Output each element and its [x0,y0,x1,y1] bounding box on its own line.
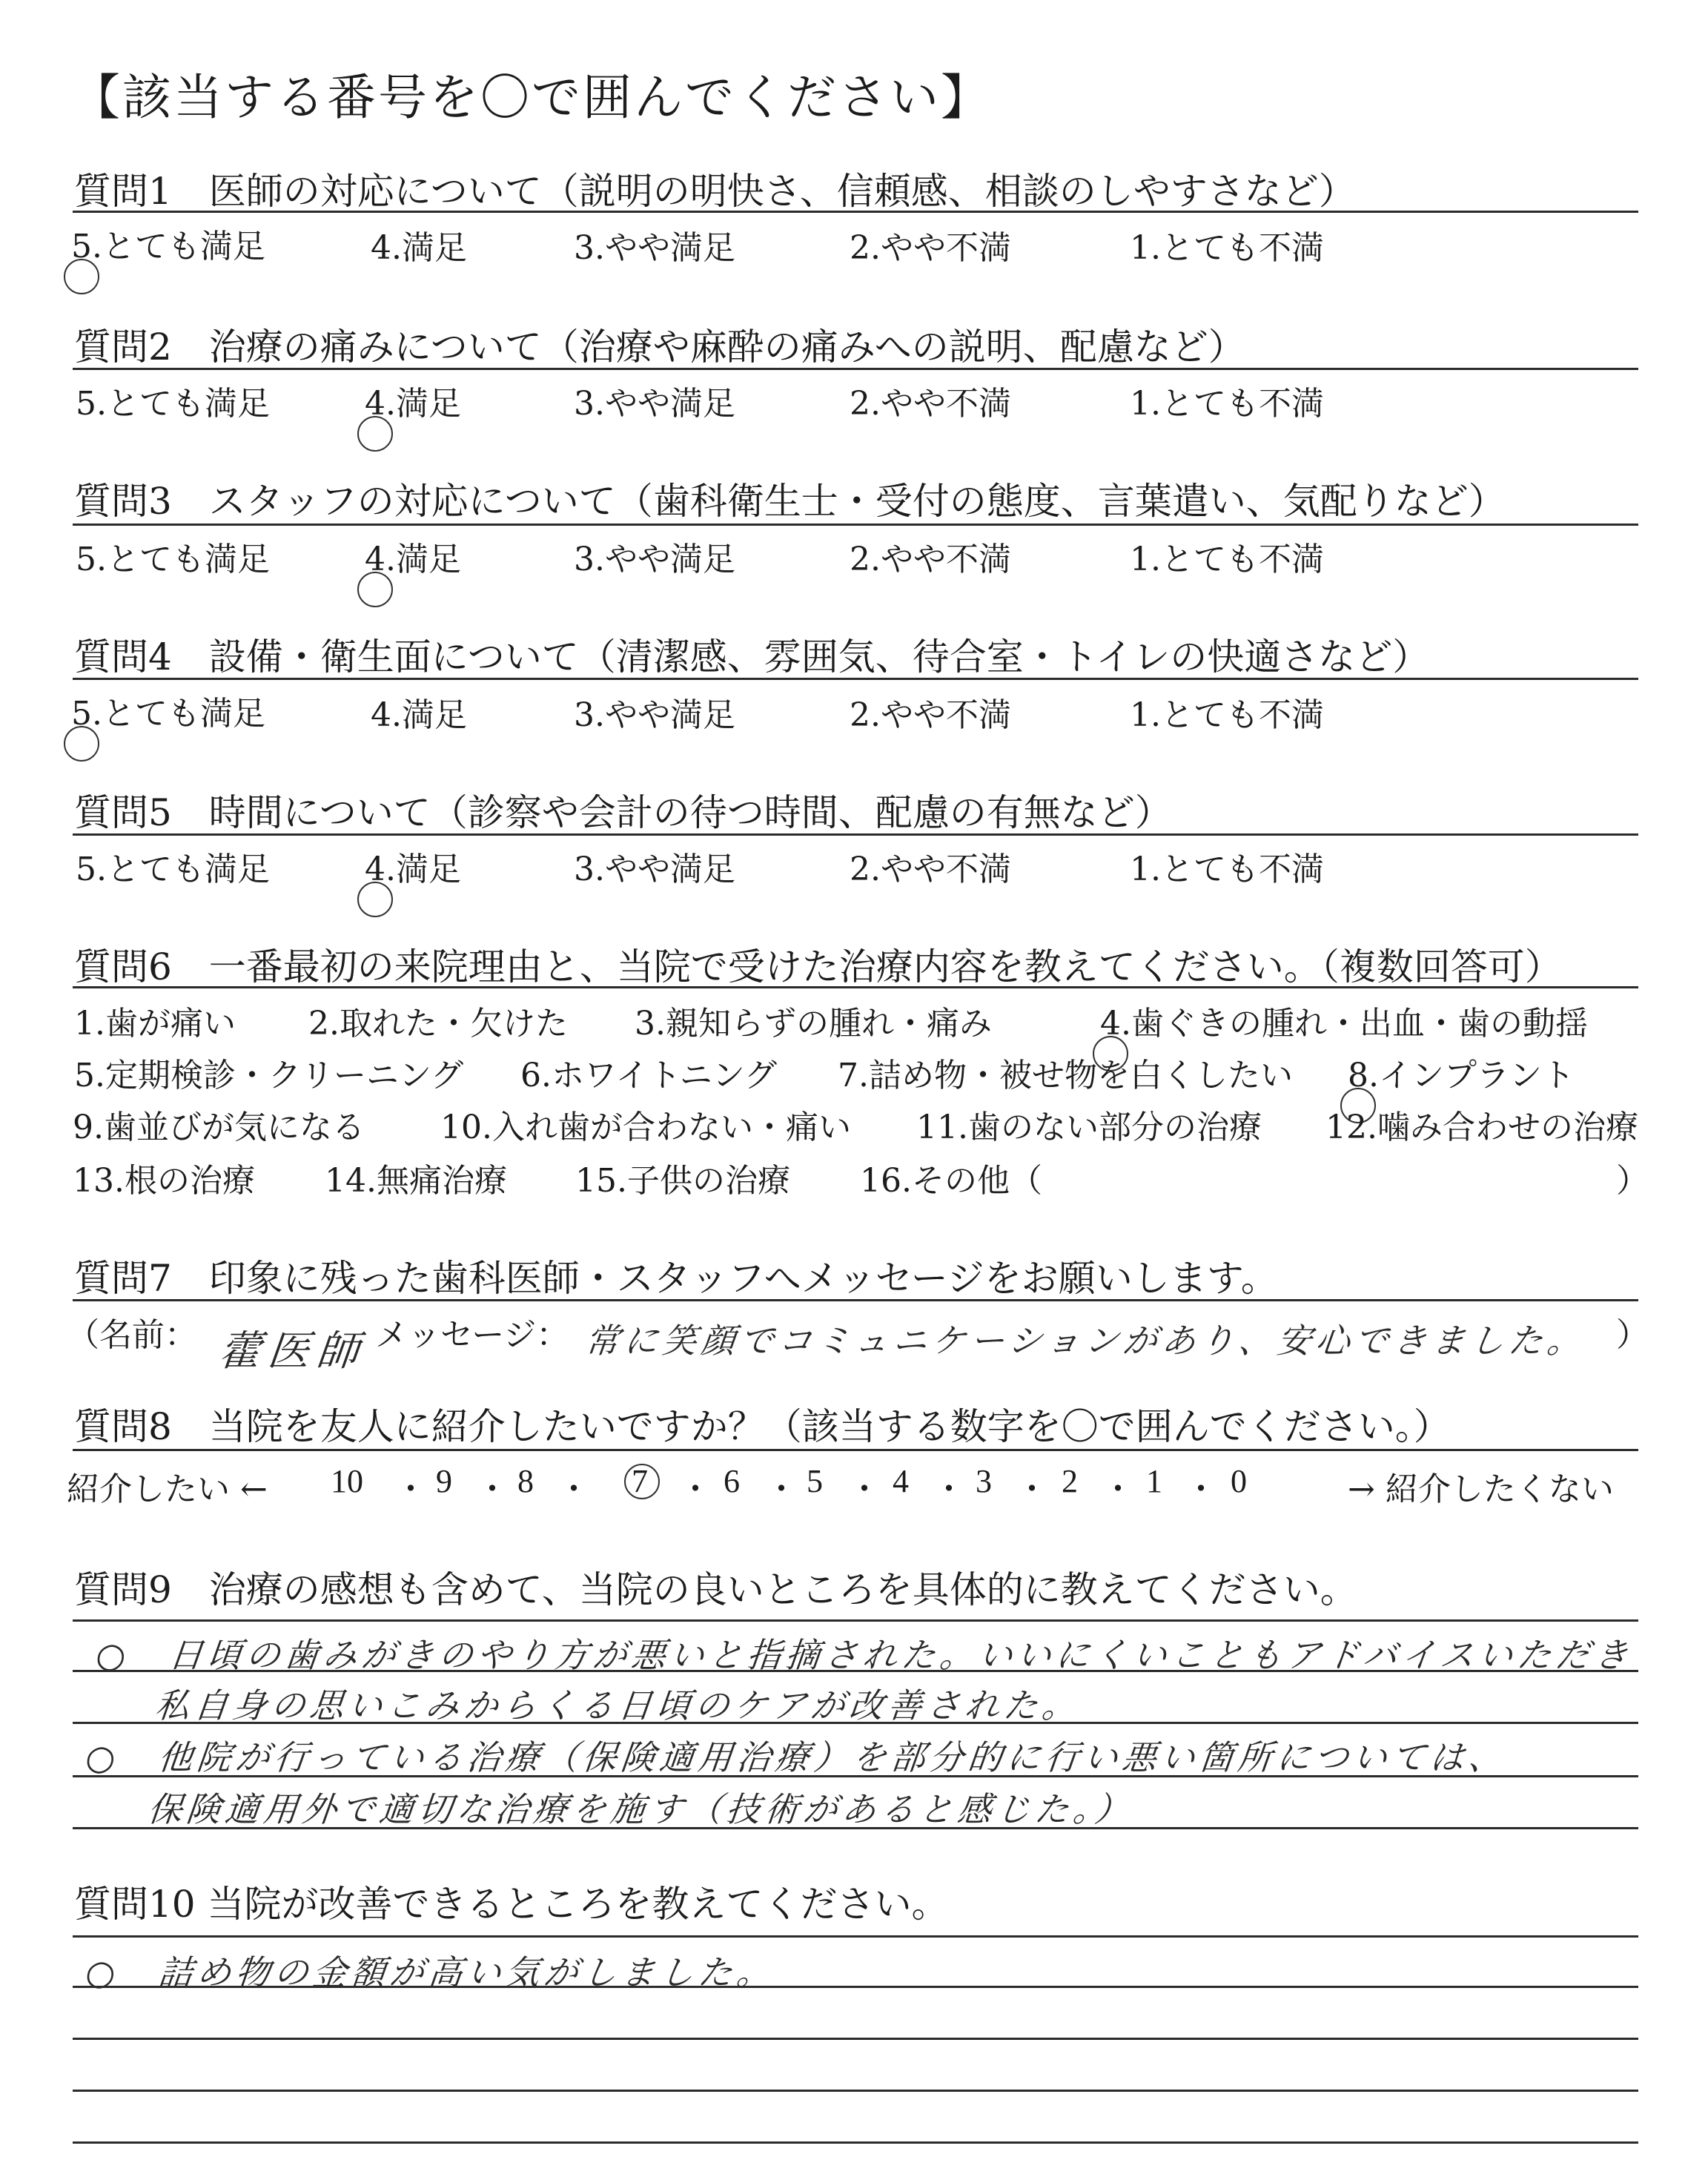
q8-scale: 10 ・ 9 ・ 8 ・ 7 ・ 6 ・ 5 ・ 4 ・ 3 ・ 2 ・ 1 ・ 0 [331,1462,1331,1507]
q7-message-handwritten[interactable]: 常に笑顔でコミュニケーションがあり、安心できました。 [583,1321,1588,1361]
q4-option-4[interactable]: 4.満足 [371,696,467,734]
q6-option-16[interactable]: 16.その他（ [860,1162,1042,1200]
question-5-rule [73,833,1638,836]
q2-option-3[interactable]: 3.やや満足 [574,385,735,423]
question-6-rule [73,986,1638,988]
q10-answer-line[interactable]: ○ 詰め物の金額が高い気がしました。 [83,1952,778,1992]
q1-option-3[interactable]: 3.やや満足 [574,229,735,267]
q6-option-13[interactable]: 13.根の治療 [73,1162,255,1200]
q5-option-4[interactable]: 4.満足 [365,851,461,888]
question-5-label: 質問5 時間について（診察や会計の待つ時間、配慮の有無など） [74,791,1172,834]
question-3-label: 質問3 スタッフの対応について（歯科衛生士・受付の態度、言葉遣い、気配りなど） [74,480,1506,523]
q6-option-3[interactable]: 3.親知らずの腫れ・痛み [635,1005,992,1043]
question-6-label: 質問6 一番最初の来院理由と、当院で受けた治療内容を教えてください。（複数回答可） [74,945,1562,988]
q6-option-11[interactable]: 11.歯のない部分の治療 [916,1109,1262,1146]
q6-option-8[interactable]: 8.インプラント [1348,1057,1575,1094]
q10-writing-line [73,2141,1638,2144]
q5-option-5[interactable]: 5.とても満足 [76,851,270,888]
q10-writing-line [73,1935,1638,1938]
q4-option-2[interactable]: 2.やや不満 [850,696,1011,734]
q6-option-1[interactable]: 1.歯が痛い [74,1005,236,1043]
question-1-label: 質問1 医師の対応について（説明の明快さ、信頼感、相談のしやすさなど） [74,170,1356,213]
q8-scale-2[interactable]: 2 [1062,1463,1078,1499]
q8-scale-dot: ・ [933,1471,965,1507]
q8-scale-8[interactable]: 8 [517,1463,534,1499]
question-2-rule [73,368,1638,370]
q7-name-label: （名前： [67,1316,197,1354]
q10-writing-line [73,2090,1638,2092]
question-8-label: 質問8 当院を友人に紹介したいですか？（該当する数字を〇で囲んでください。） [74,1405,1451,1448]
q9-answer-line[interactable]: ○ 他院が行っている治療（保険適用治療）を部分的に行い悪い箇所については、 [83,1737,1509,1777]
q3-option-3[interactable]: 3.やや満足 [574,541,735,578]
q7-close-paren: ） [1616,1316,1649,1354]
q8-left-label: 紹介したい ← [67,1470,268,1508]
q6-option-2[interactable]: 2.取れた・欠けた [308,1005,568,1043]
q5-option-1[interactable]: 1.とても不満 [1130,851,1324,888]
q8-scale-dot: ・ [1102,1471,1134,1507]
q1-option-4[interactable]: 4.満足 [371,229,467,267]
q6-option-9[interactable]: 9.歯並びが気になる [73,1109,365,1146]
q8-right-label: → 紹介したくない [1348,1470,1614,1508]
q6-option-7[interactable]: 7.詰め物・被せ物を白くしたい [838,1057,1293,1094]
q5-option-3[interactable]: 3.やや満足 [574,851,735,888]
question-8-rule [73,1449,1638,1451]
q7-name-handwritten[interactable]: 藿医師 [216,1327,368,1375]
question-7-label: 質問7 印象に残った歯科医師・スタッフへメッセージをお願いします。 [74,1257,1278,1300]
q4-option-5[interactable]: 5.とても満足 [71,695,265,733]
q1-option-1[interactable]: 1.とても不満 [1130,229,1324,267]
q3-option-4[interactable]: 4.満足 [365,541,461,578]
q8-scale-dot: ・ [1016,1471,1048,1507]
q4-option-1[interactable]: 1.とても不満 [1130,696,1324,734]
question-7-rule [73,1299,1638,1301]
question-3-rule [73,524,1638,526]
q8-scale-4[interactable]: 4 [893,1463,909,1499]
q6-option-15[interactable]: 15.子供の治療 [575,1162,790,1200]
q8-scale-dot: ・ [394,1471,427,1507]
q6-option-6[interactable]: 6.ホワイトニング [520,1057,778,1094]
q8-scale-5[interactable]: 5 [807,1463,823,1499]
q10-writing-line [73,2038,1638,2040]
q8-scale-9[interactable]: 9 [436,1463,452,1499]
q4-option-3[interactable]: 3.やや満足 [574,696,735,734]
q6-other-close-paren: ） [1616,1162,1649,1200]
q8-scale-dot: ・ [476,1471,509,1507]
form-title: 【該当する番号を〇で囲んでください】 [71,69,992,126]
q3-option-5[interactable]: 5.とても満足 [76,541,270,578]
q9-answer-line[interactable]: 保険適用外で適切な治療を施す（技術があると感じた。） [145,1789,1136,1829]
q2-option-1[interactable]: 1.とても不満 [1130,385,1324,423]
question-1-rule [73,211,1638,213]
question-9-label: 質問9 治療の感想も含めて、当院の良いところを具体的に教えてください。 [74,1568,1357,1611]
question-4-label: 質問4 設備・衛生面について（清潔感、雰囲気、待合室・トイレの快適さなど） [74,635,1430,678]
q9-writing-line [73,1619,1638,1622]
question-4-rule [73,678,1638,680]
q6-option-5[interactable]: 5.定期検診・クリーニング [74,1057,464,1094]
q6-option-4[interactable]: 4.歯ぐきの腫れ・出血・歯の動揺 [1100,1005,1588,1043]
q8-scale-dot: ・ [679,1471,712,1507]
q8-scale-dot: ・ [557,1471,590,1507]
q8-scale-3[interactable]: 3 [976,1463,992,1499]
q9-answer-line[interactable]: ○ 日頃の歯みがきのやり方が悪いと指摘された。いいにくいこともアドバイスいただき [93,1635,1635,1675]
question-10-label: 質問10 当院が改善できるところを教えてください。 [74,1883,949,1926]
q3-option-2[interactable]: 2.やや不満 [850,541,1011,578]
q8-scale-dot: ・ [848,1471,881,1507]
q8-scale-10[interactable]: 10 [331,1463,363,1499]
q2-option-2[interactable]: 2.やや不満 [850,385,1011,423]
q6-option-12[interactable]: 12.噛み合わせの治療 [1325,1109,1638,1146]
q5-option-2[interactable]: 2.やや不満 [850,851,1011,888]
q6-option-10[interactable]: 10.入れ歯が合わない・痛い [440,1109,851,1146]
q7-message-label: メッセージ： [375,1316,569,1354]
q2-option-5[interactable]: 5.とても満足 [76,385,270,423]
q3-option-1[interactable]: 1.とても不満 [1130,541,1324,578]
q2-option-4[interactable]: 4.満足 [365,385,461,423]
q6-option-14[interactable]: 14.無痛治療 [325,1162,507,1200]
q8-scale-1[interactable]: 1 [1146,1463,1162,1499]
q9-answer-line[interactable]: 私自身の思いこみからくる日頃のケアが改善された。 [153,1685,1083,1725]
question-2-label: 質問2 治療の痛みについて（治療や麻酔の痛みへの説明、配慮など） [74,326,1245,369]
q8-scale-dot: ・ [1185,1471,1217,1507]
q1-option-5[interactable]: 5.とても満足 [71,228,265,265]
q8-scale-0[interactable]: 0 [1231,1463,1247,1499]
q8-scale-dot: ・ [765,1471,798,1507]
q8-scale-6[interactable]: 6 [724,1463,740,1499]
q1-option-2[interactable]: 2.やや不満 [850,229,1011,267]
